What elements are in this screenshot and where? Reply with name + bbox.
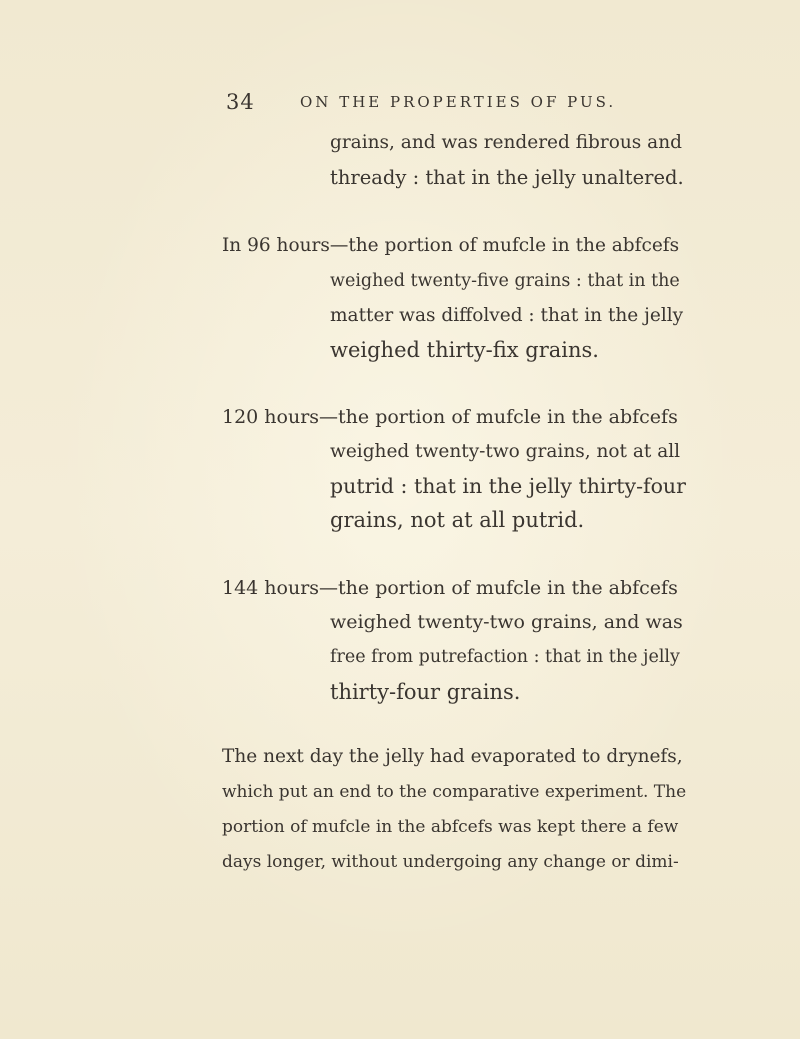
running-head: ON THE PROPERTIES OF PUS. xyxy=(300,93,617,111)
text-line: weighed twenty-five grains : that in the xyxy=(330,271,680,291)
paragraph-line: portion of mufcle in the abfcefs was kept there a few xyxy=(222,817,679,837)
entry-96-hours: In 96 hours—the portion of mufcle in the abfcefs xyxy=(222,235,680,256)
page-header xyxy=(0,90,800,120)
text-line: weighed thirty-fix grains. xyxy=(330,338,599,362)
page-number: 34 xyxy=(226,90,255,114)
paragraph-line: The next day the jelly had evaporated to drynefs, xyxy=(222,746,683,767)
text-line: thready : that in the jelly unaltered. xyxy=(330,166,684,189)
text-line: matter was diffolved : that in the jelly xyxy=(330,305,684,326)
text-line: weighed twenty-two grains, and was xyxy=(330,611,683,633)
paragraph-line: which put an end to the comparative experiment. The xyxy=(222,782,687,802)
text-line: thirty-four grains. xyxy=(330,680,521,704)
text-line: weighed twenty-two grains, not at all xyxy=(330,441,681,462)
text-line: grains, not at all putrid. xyxy=(330,508,585,532)
text-line: putrid : that in the jelly thirty-four xyxy=(330,474,686,498)
text-line: grains, and was rendered fibrous and xyxy=(330,132,682,153)
paragraph-line: days longer, without undergoing any change or dimi- xyxy=(222,852,679,872)
entry-120-hours: 120 hours—the portion of mufcle in the abfcefs xyxy=(222,406,678,428)
entry-144-hours: 144 hours—the portion of mufcle in the abfcefs xyxy=(222,577,678,599)
text-line: free from putrefaction : that in the jelly xyxy=(330,647,680,667)
